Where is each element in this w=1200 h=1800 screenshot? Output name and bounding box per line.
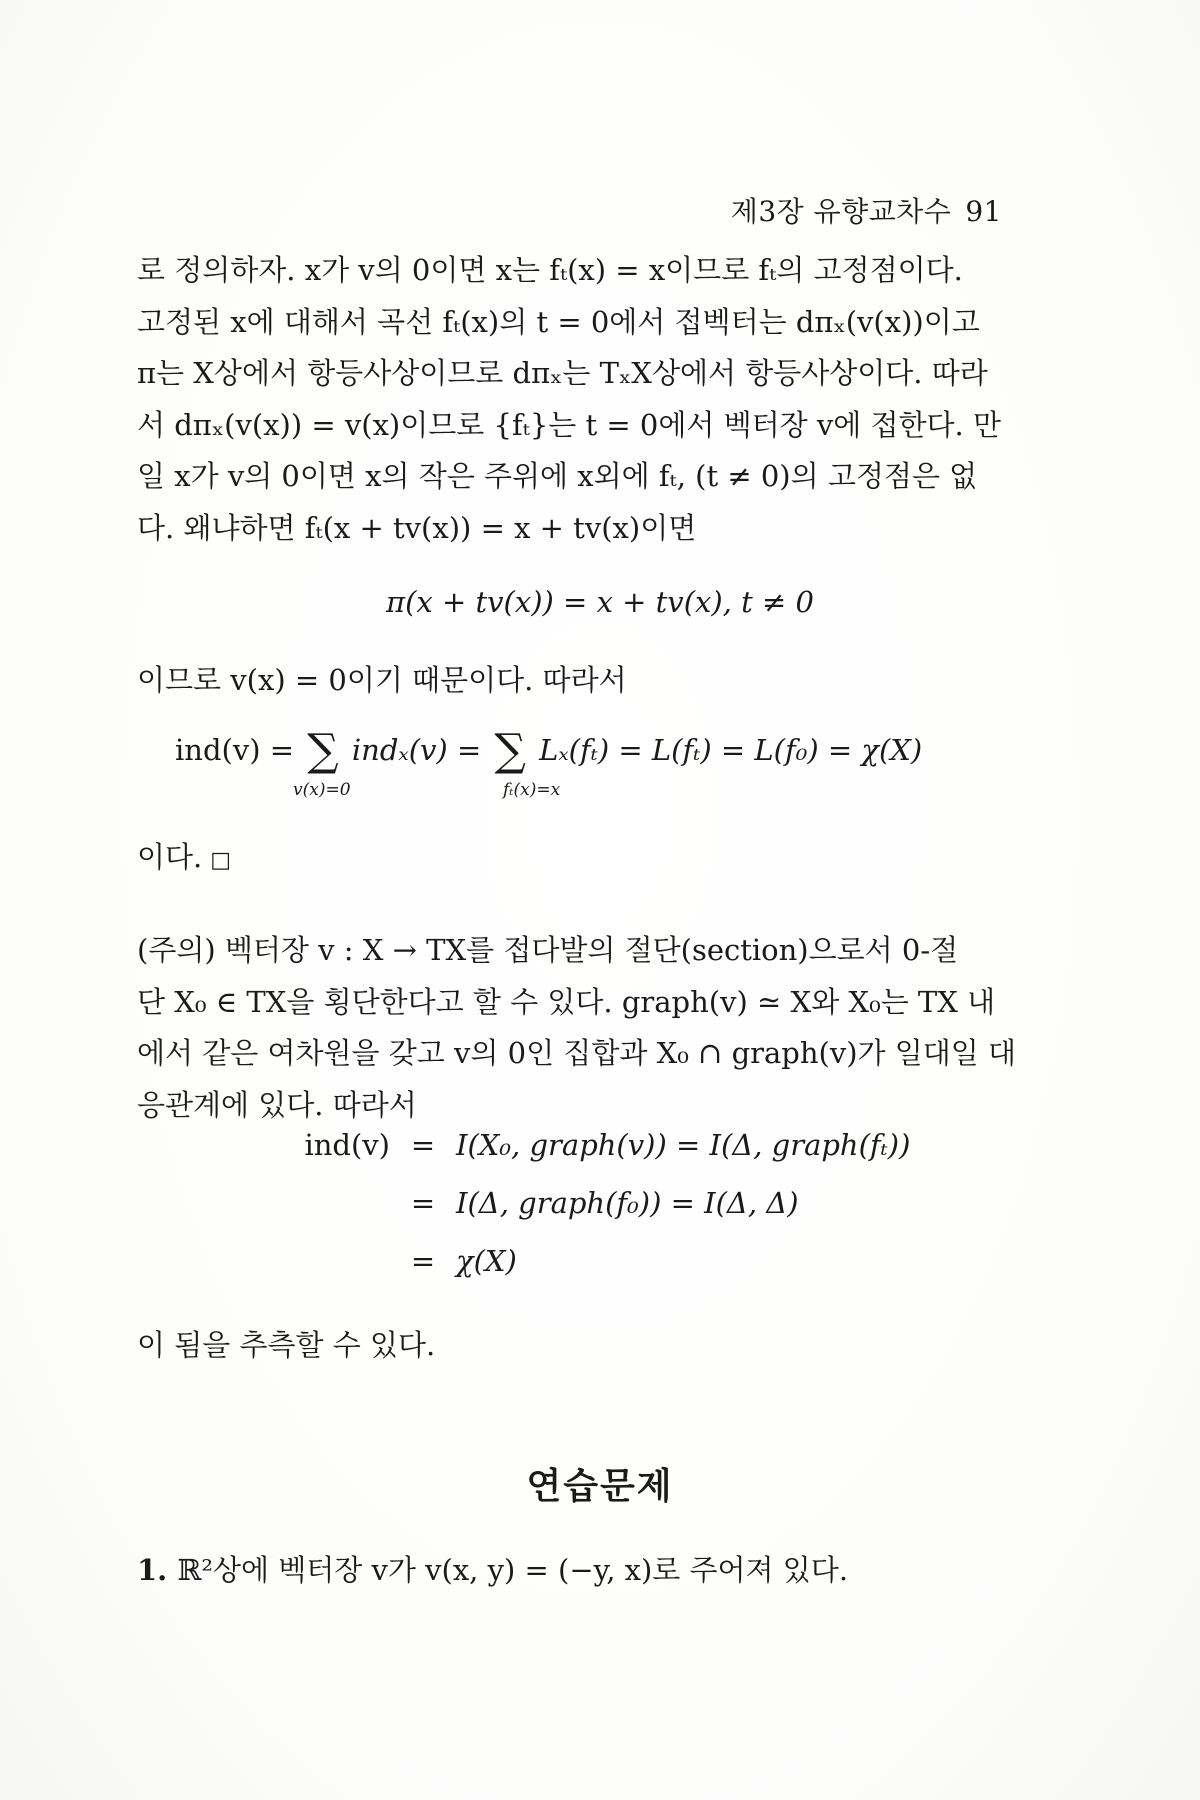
conclusion-line [137,832,1022,887]
qed-symbol: □ [210,848,232,873]
text-line: 응관계에 있다. 따라서 [137,1087,417,1122]
text-line: π는 X상에서 항등사상이므로 dπₓ는 TₓX상에서 항등사상이다. 따라 [137,356,988,390]
section-title: 연습문제 [526,1466,674,1507]
text-line: (주의) 벡터장 v : X → TX를 접다발의 절단(section)으로서 0-절 [137,933,959,967]
text-line: 서 dπₓ(v(x)) = v(x)이므로 {fₜ}는 t = 0에서 벡터장 v에 접한다. 만 [137,407,1001,442]
exercise-1 [137,1548,1017,1589]
text-after-equation [137,655,1022,707]
sigma-symbol: ∑ [307,725,339,776]
text-line: 고정된 x에 대해서 곡선 fₜ(x)의 t = 0에서 접벡터는 dπₓ(v(x))이고 [137,304,980,339]
text-line: 다. 왜냐하면 fₜ(x + tv(x)) = x + tv(x)이면 [137,510,697,545]
text-line: 이 됨을 추측할 수 있다. [137,1328,436,1362]
running-header [731,190,1002,230]
sum-middle: indₓ(v) = [351,733,482,767]
aligned-row-3: = χ(X) [410,1244,517,1278]
chapter-title: 제3장 유향교차수 [730,195,952,228]
exercise-text: ℝ²상에 벡터장 v가 v(x, y) = (−y, x)로 주어져 있다. [177,1553,849,1587]
page-number: 91 [965,195,1002,228]
text-line: 이므로 v(x) = 0이기 때문이다. 따라서 [137,663,627,697]
index-sum-equation [175,720,1075,820]
sigma-symbol: ∑ [494,725,526,776]
sum-lhs: ind(v) = [175,733,295,767]
text-line: 에서 같은 여차원을 갖고 v의 0인 집합과 X₀ ∩ graph(v)가 일대일 대 [137,1036,1017,1070]
text-line: 로 정의하자. x가 v의 0이면 x는 fₜ(x) = x이므로 fₜ의 고정점이다. [137,253,963,287]
sum-subscript-1: v(x)=0 [293,780,351,800]
sum-subscript-2: fₜ(x)=x [503,780,561,800]
aligned-row-1: ind(v) = I(X₀, graph(v)) = I(Δ, graph(fₜ)) [280,1128,910,1168]
sum-row [175,720,923,776]
aligned-lhs: ind(v) [304,1128,390,1162]
remark-paragraph [137,925,1022,1131]
closing-line [137,1320,1022,1372]
sum-rhs: Lₓ(fₜ) = L(fₜ) = L(f₀) = χ(X) [539,733,923,767]
display-equation-1: π(x + tv(x)) = x + tv(x), t ≠ 0 [386,585,814,619]
aligned-row-2: = I(Δ, graph(f₀)) = I(Δ, Δ) [410,1186,799,1220]
conclusion-text: 이다. [137,840,203,874]
exercise-number: 1. [137,1553,168,1587]
paragraph-fixed-points [137,245,1022,554]
text-line: 일 x가 v의 0이면 x의 작은 주위에 x외에 fₜ, (t ≠ 0)의 고정점은 없 [137,459,978,493]
text-line: 단 X₀ ∈ TX을 횡단한다고 할 수 있다. graph(v) ≃ X와 X₀는 TX 내 [137,984,996,1019]
